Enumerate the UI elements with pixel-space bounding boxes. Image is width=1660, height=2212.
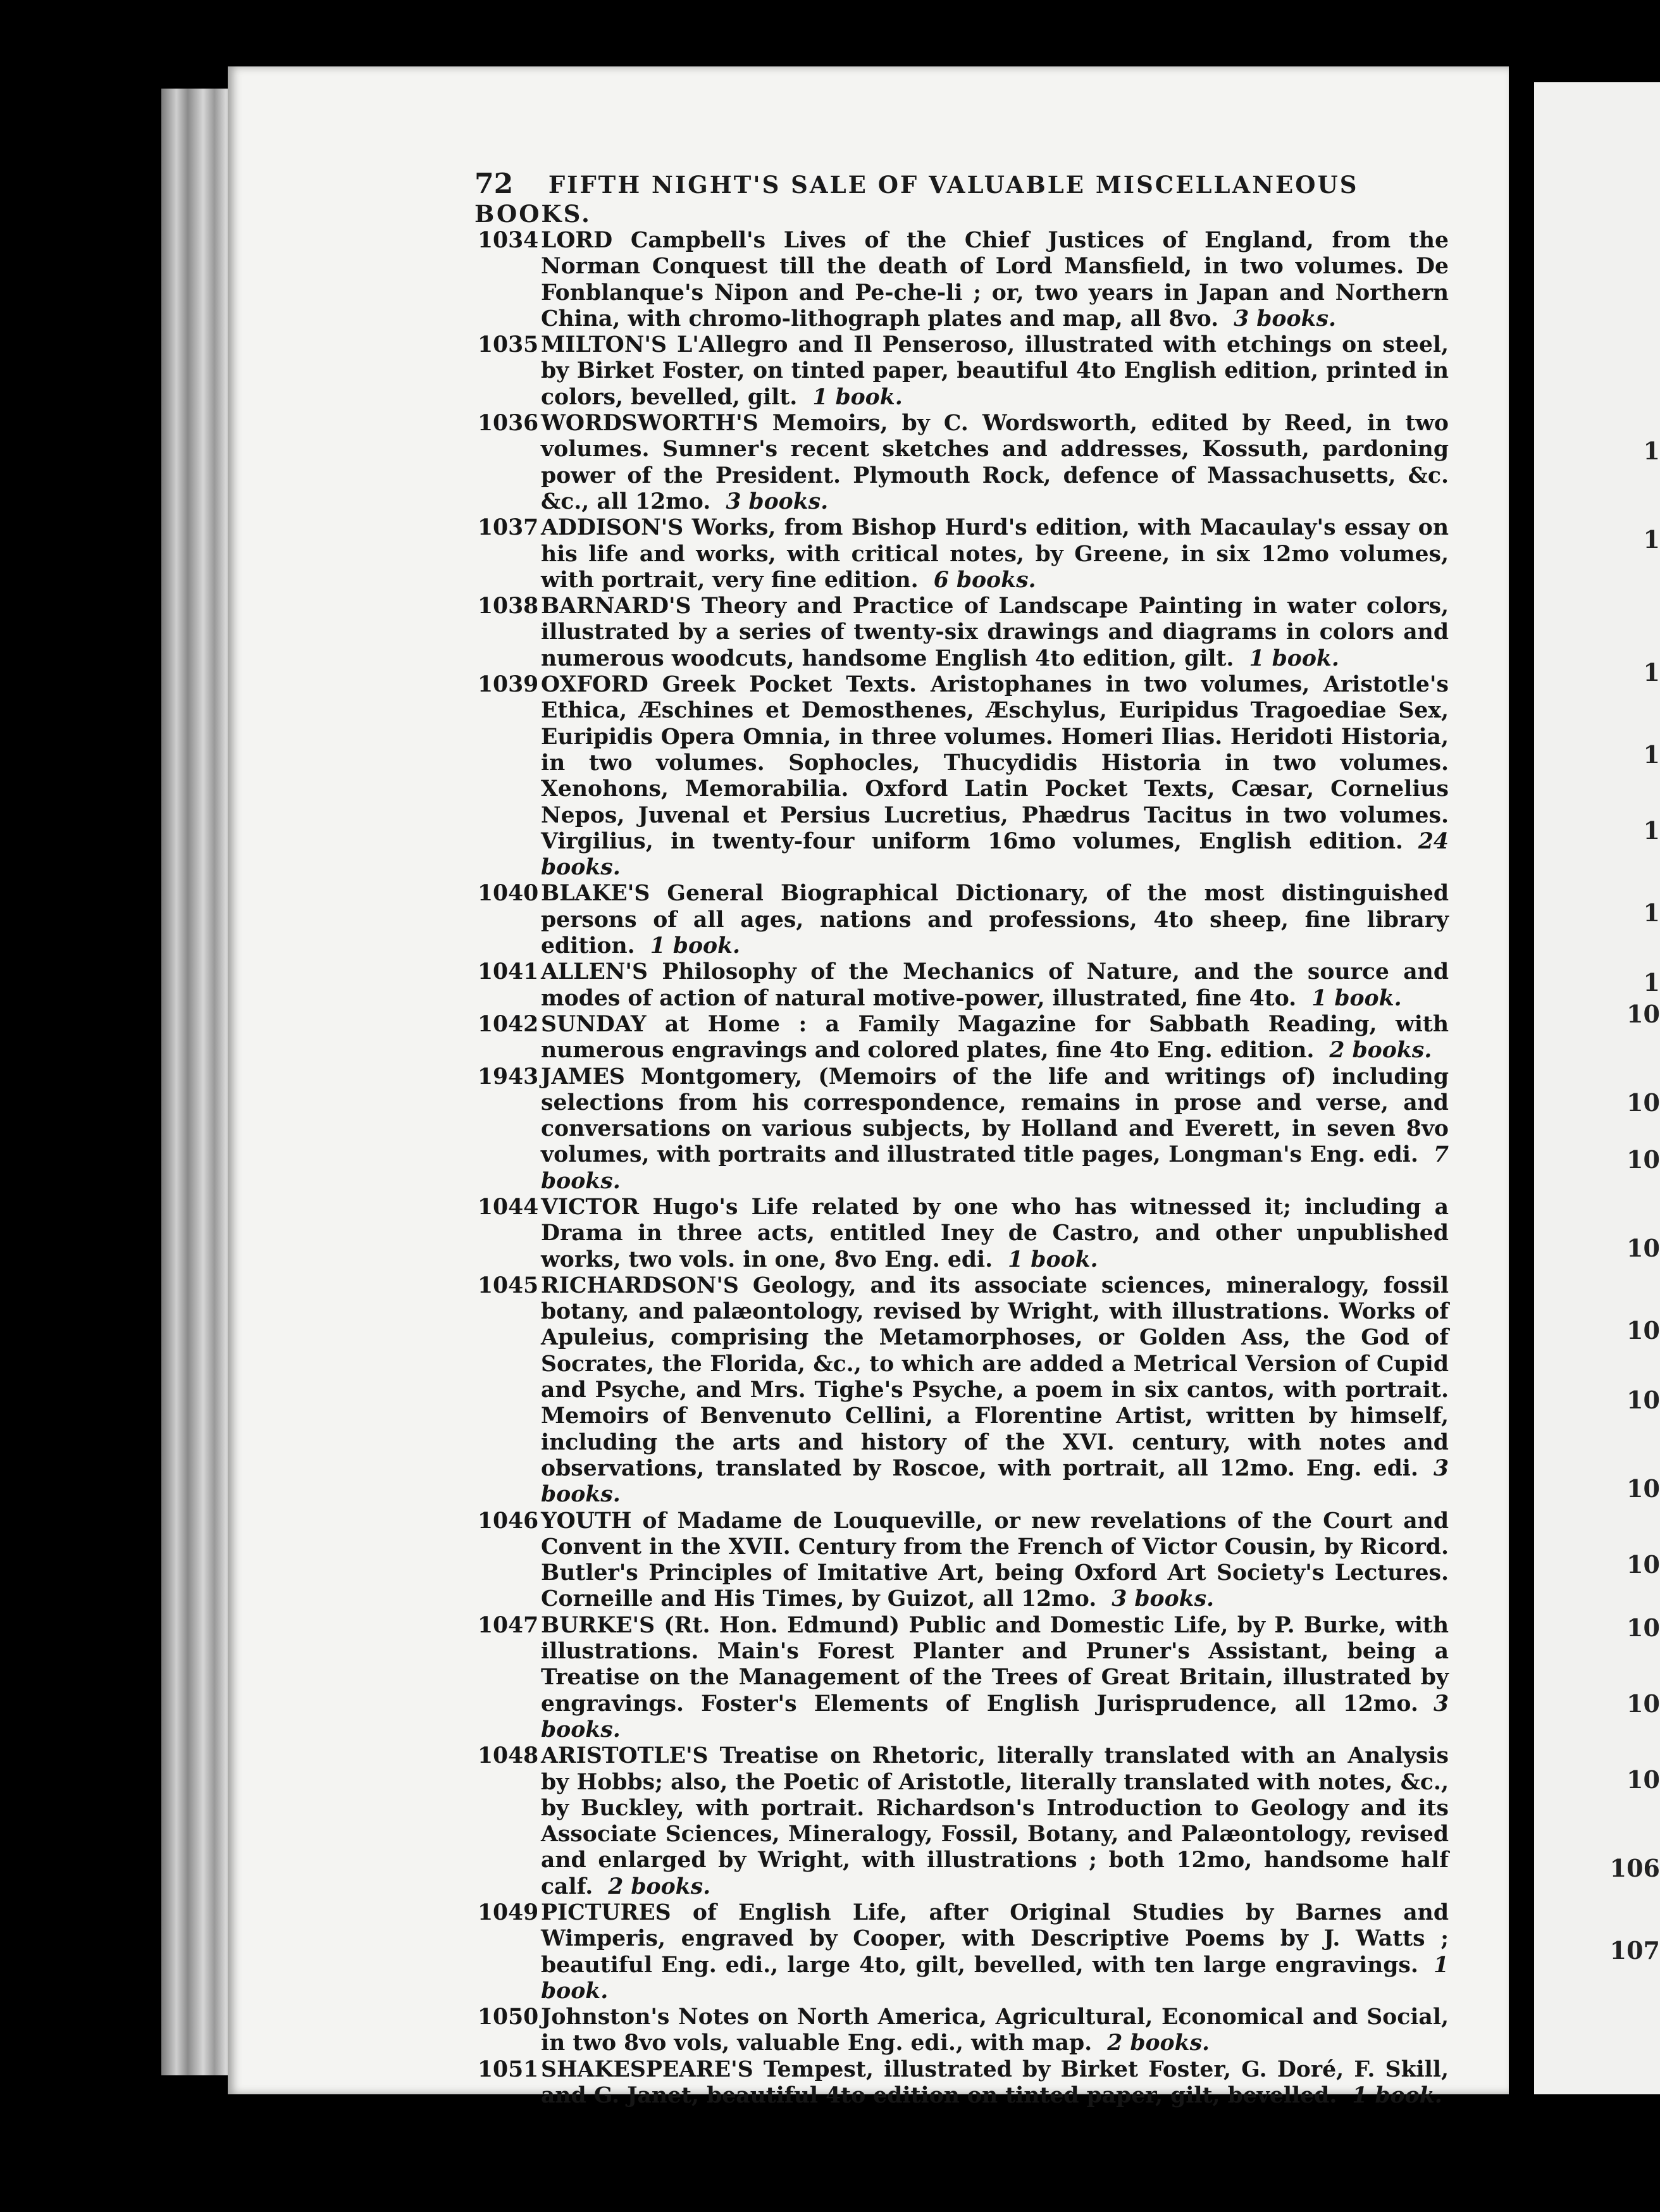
catalog-entry: [478, 1508, 1449, 1613]
lot-number: 1943: [478, 1064, 539, 1090]
catalog-entry: [478, 881, 1449, 959]
lot-quantity: 1 book.: [541, 1952, 1449, 2004]
lot-text: JAMES Montgomery, (Memoirs of the life and writings of) including selections from his correspondence, remains in prose and verse, and conversations on various subjects, by Holland and Everett, in seven 8vo volumes, with portraits and illustrated title pages, Longman's Eng. edi.: [541, 1064, 1449, 1168]
lot-quantity: 2 books.: [608, 1873, 711, 1899]
lot-text: OXFORD Greek Pocket Texts. Aristophanes in two volumes, Aristotle's Ethica, Æschines et Demosthenes, Æschylus, Euripidus Tragoediae Sex, Euripidis Opera Omnia, in three volumes. Homeri Ilias. Heridoti Historia, in two volumes. Sophocles, Thucydidis Historia in two volumes. Xenohons, Memorabilia. Oxford Latin Pocket Texts, Cæsar, Cornelius Nepos, Juvenal et Persius Lucretius, Phædrus Tacitus in two volumes. Virgilius, in twenty-four uniform 16mo volumes, English edition.: [541, 672, 1449, 854]
lot-text: BLAKE'S General Biographical Dictionary, of the most distinguished persons of all ages, nations and professions, 4to sheep, fine library edition.: [541, 881, 1449, 959]
lot-number: 1046: [478, 1508, 539, 1534]
catalog-entry: [478, 332, 1449, 411]
lot-text: Johnston's Notes on North America, Agricultural, Economical and Social, in two 8vo vols, valuable Eng. edi., with map.: [541, 2004, 1449, 2056]
lot-number: 1049: [478, 1900, 539, 1925]
lot-quantity: 6 books.: [933, 567, 1036, 593]
lot-quantity: 1 book.: [1249, 645, 1339, 671]
lot-description: [541, 228, 1449, 332]
lot-number: 1037: [478, 515, 539, 541]
facing-page-lot-number: 10: [1626, 1234, 1660, 1262]
lot-description: [541, 1273, 1449, 1508]
lot-description: [541, 881, 1449, 959]
lot-number: 1047: [478, 1612, 539, 1638]
facing-page-lot-number: 1: [1643, 658, 1660, 687]
facing-page-lot-number: 10: [1626, 1386, 1660, 1414]
lot-number: 1041: [478, 959, 539, 985]
lot-quantity: 2 books.: [1329, 1038, 1432, 1064]
lot-description: [541, 1064, 1449, 1195]
lot-quantity: 24 books.: [541, 828, 1449, 881]
facing-page-lot-number: 1: [1643, 898, 1660, 927]
catalog-entry: [478, 1012, 1449, 1064]
lot-description: [541, 1012, 1449, 1064]
lot-number: 1034: [478, 228, 539, 253]
lot-number: 1045: [478, 1272, 539, 1298]
lot-text: VICTOR Hugo's Life related by one who has witnessed it; including a Drama in three acts, entitled Iney de Castro, and other unpublished works, two vols. in one, 8vo Eng. edi.: [541, 1194, 1449, 1272]
lot-description: [541, 332, 1449, 411]
catalog-entry: [478, 2057, 1449, 2109]
lot-description: [541, 959, 1449, 1012]
facing-page-lot-number: 1: [1643, 816, 1660, 845]
facing-page-lot-number: 10: [1626, 1316, 1660, 1345]
page-number: 72: [474, 168, 514, 200]
book-page-edges: [161, 89, 237, 2075]
lot-quantity: 2 books.: [1107, 2030, 1210, 2056]
catalog-entry: [478, 1613, 1449, 1743]
lot-quantity: 3 books.: [1112, 1586, 1215, 1612]
lot-description: [541, 1743, 1449, 1900]
lot-description: [541, 1508, 1449, 1613]
lot-text: RICHARDSON'S Geology, and its associate sciences, mineralogy, fossil botany, and palæontology, revised by Wright, with illustrations. Works of Apuleius, comprising the Metamorphoses, or Golden Ass, the God of Socrates, the Florida, &c., to which are added a Metrical Version of Cupid and Psyche, and Mrs. Tighe's Psyche, a poem in six cantos, with portrait. Memoirs of Benvenuto Cellini, a Florentine Artist, written by himself, including the arts and history of the XVI. century, with notes and observations, translated by Roscoe, with portrait, all 12mo. Eng. edi.: [541, 1272, 1449, 1481]
lot-description: [541, 2057, 1449, 2109]
facing-page-lot-number: 106: [1609, 1854, 1660, 1882]
facing-page-lot-number: 10: [1626, 1550, 1660, 1579]
catalog-entry: [478, 411, 1449, 515]
lot-description: [541, 2004, 1449, 2057]
facing-page-lot-number: 1: [1643, 740, 1660, 769]
catalog-entry: [478, 228, 1449, 332]
catalog-entry: [478, 1273, 1449, 1508]
catalog-entries: [478, 228, 1449, 2109]
lot-text: YOUTH of Madame de Louqueville, or new revelations of the Court and Convent in the XVII. Century from the French of Victor Cousin, by Ricord. Butler's Principles of Imitative Art, being Oxford Art Society's Lectures. Corneille and His Times, by Guizot, all 12mo.: [541, 1508, 1449, 1612]
catalog-entry: [478, 515, 1449, 593]
lot-quantity: 3 books.: [541, 1455, 1449, 1508]
facing-page-lot-number: 1: [1643, 968, 1660, 997]
lot-quantity: 3 books.: [541, 1691, 1449, 1743]
lot-description: [541, 593, 1449, 672]
lot-quantity: 1 book.: [812, 384, 903, 410]
page-title: FIFTH NIGHT'S SALE OF VALUABLE MISCELLANEOUS BOOKS.: [474, 171, 1359, 228]
lot-description: [541, 1195, 1449, 1273]
facing-page-lot-number: 1: [1643, 525, 1660, 554]
lot-text: LORD Campbell's Lives of the Chief Justices of England, from the Norman Conquest till the death of Lord Mansfield, in two volumes. De Fonblanque's Nipon and Pe-che-li ; or, two years in Japan and Northern China, with chromo-lithograph plates and map, all 8vo.: [541, 228, 1449, 332]
lot-quantity: 3 books.: [726, 488, 829, 514]
lot-number: 1048: [478, 1743, 539, 1769]
lot-text: WORDSWORTH'S Memoirs, by C. Wordsworth, edited by Reed, in two volumes. Sumner's recent sketches and addresses, Kossuth, pardoning power of the President. Plymouth Rock, defence of Massachusetts, &c. &c., all 12mo.: [541, 411, 1449, 514]
catalog-entry: [478, 593, 1449, 672]
page-header: [474, 168, 1442, 228]
lot-text: ARISTOTLE'S Treatise on Rhetoric, literally translated with an Analysis by Hobbs; also, the Poetic of Aristotle, literally translated with notes, &c., by Buckley, with portrait. Richardson's Introduction to Geology and its Associate Sciences, Mineralogy, Fossil, Botany, and Palæontology, revised and enlarged by Wright, with illustrations ; both 12mo, handsome half calf.: [541, 1743, 1449, 1899]
lot-number: 1040: [478, 881, 539, 907]
facing-page-lot-number: 10: [1626, 1765, 1660, 1794]
lot-number: 1035: [478, 332, 539, 358]
lot-text: BURKE'S (Rt. Hon. Edmund) Public and Domestic Life, by P. Burke, with illustrations. Main's Forest Planter and Pruner's Assistant, being a Treatise on the Management of the Trees of Great Britain, illustrated by engravings. Foster's Elements of English Jurisprudence, all 12mo.: [541, 1612, 1449, 1717]
facing-page-lot-number: 1: [1643, 437, 1660, 465]
lot-number: 1044: [478, 1194, 539, 1220]
facing-page-lot-number: 10: [1626, 1474, 1660, 1503]
lot-description: [541, 411, 1449, 515]
lot-quantity: 1 book.: [1008, 1246, 1098, 1272]
lot-quantity: 7 books.: [541, 1142, 1449, 1194]
catalog-entry: [478, 1064, 1449, 1195]
catalog-entry: [478, 1900, 1449, 2004]
facing-page-lot-number: 107: [1609, 1936, 1660, 1965]
lot-description: [541, 1613, 1449, 1743]
lot-number: 1051: [478, 2056, 539, 2082]
lot-quantity: 1 book.: [1311, 985, 1402, 1011]
lot-text: ALLEN'S Philosophy of the Mechanics of Nature, and the source and modes of action of natural motive-power, illustrated, fine 4to.: [541, 959, 1449, 1011]
lot-number: 1050: [478, 2004, 539, 2030]
facing-page-lot-number: 10: [1626, 1145, 1660, 1174]
facing-page: [1534, 82, 1660, 2094]
catalog-entry: [478, 959, 1449, 1012]
lot-description: [541, 1900, 1449, 2004]
catalog-entry: [478, 1743, 1449, 1900]
catalog-entry: [478, 1195, 1449, 1273]
lot-number: 1036: [478, 411, 539, 437]
lot-description: [541, 515, 1449, 593]
lot-quantity: 1 book.: [1352, 2083, 1442, 2109]
lot-text: SHAKESPEARE'S Tempest, illustrated by Birket Foster, G. Doré, F. Skill, and G. Janet, beautiful 4to edition on tinted paper, gilt, bevelled.: [541, 2056, 1449, 2109]
lot-text: BARNARD'S Theory and Practice of Landscape Painting in water colors, illustrated by a series of twenty-six drawings and diagrams in colors and numerous woodcuts, handsome English 4to edition, gilt.: [541, 593, 1449, 671]
lot-text: MILTON'S L'Allegro and Il Penseroso, illustrated with etchings on steel, by Birket Foster, on tinted paper, beautiful 4to English edition, printed in colors, bevelled, gilt.: [541, 332, 1449, 410]
catalog-entry: [478, 2004, 1449, 2057]
facing-page-lot-number: 10: [1626, 1088, 1660, 1117]
lot-number: 1038: [478, 593, 539, 619]
lot-text: ADDISON'S Works, from Bishop Hurd's edition, with Macaulay's essay on his life and works, with critical notes, by Greene, in six 12mo volumes, with portrait, very fine edition.: [541, 515, 1449, 593]
facing-page-lot-number: 10: [1626, 1689, 1660, 1718]
lot-text: PICTURES of English Life, after Original Studies by Barnes and Wimperis, engraved by Cooper, with Descriptive Poems by J. Watts ; beautiful Eng. edi., large 4to, gilt, bevelled, with ten large engravings.: [541, 1900, 1449, 1978]
lot-number: 1042: [478, 1011, 539, 1037]
facing-page-lot-number: 10: [1626, 1000, 1660, 1028]
catalog-entry: [478, 672, 1449, 881]
lot-number: 1039: [478, 672, 539, 698]
lot-quantity: 3 books.: [1234, 306, 1336, 332]
lot-quantity: 1 book.: [650, 933, 741, 959]
lot-text: SUNDAY at Home : a Family Magazine for Sabbath Reading, with numerous engravings and colored plates, fine 4to Eng. edition.: [541, 1011, 1449, 1064]
facing-page-lot-number: 10: [1626, 1613, 1660, 1642]
lot-description: [541, 672, 1449, 881]
